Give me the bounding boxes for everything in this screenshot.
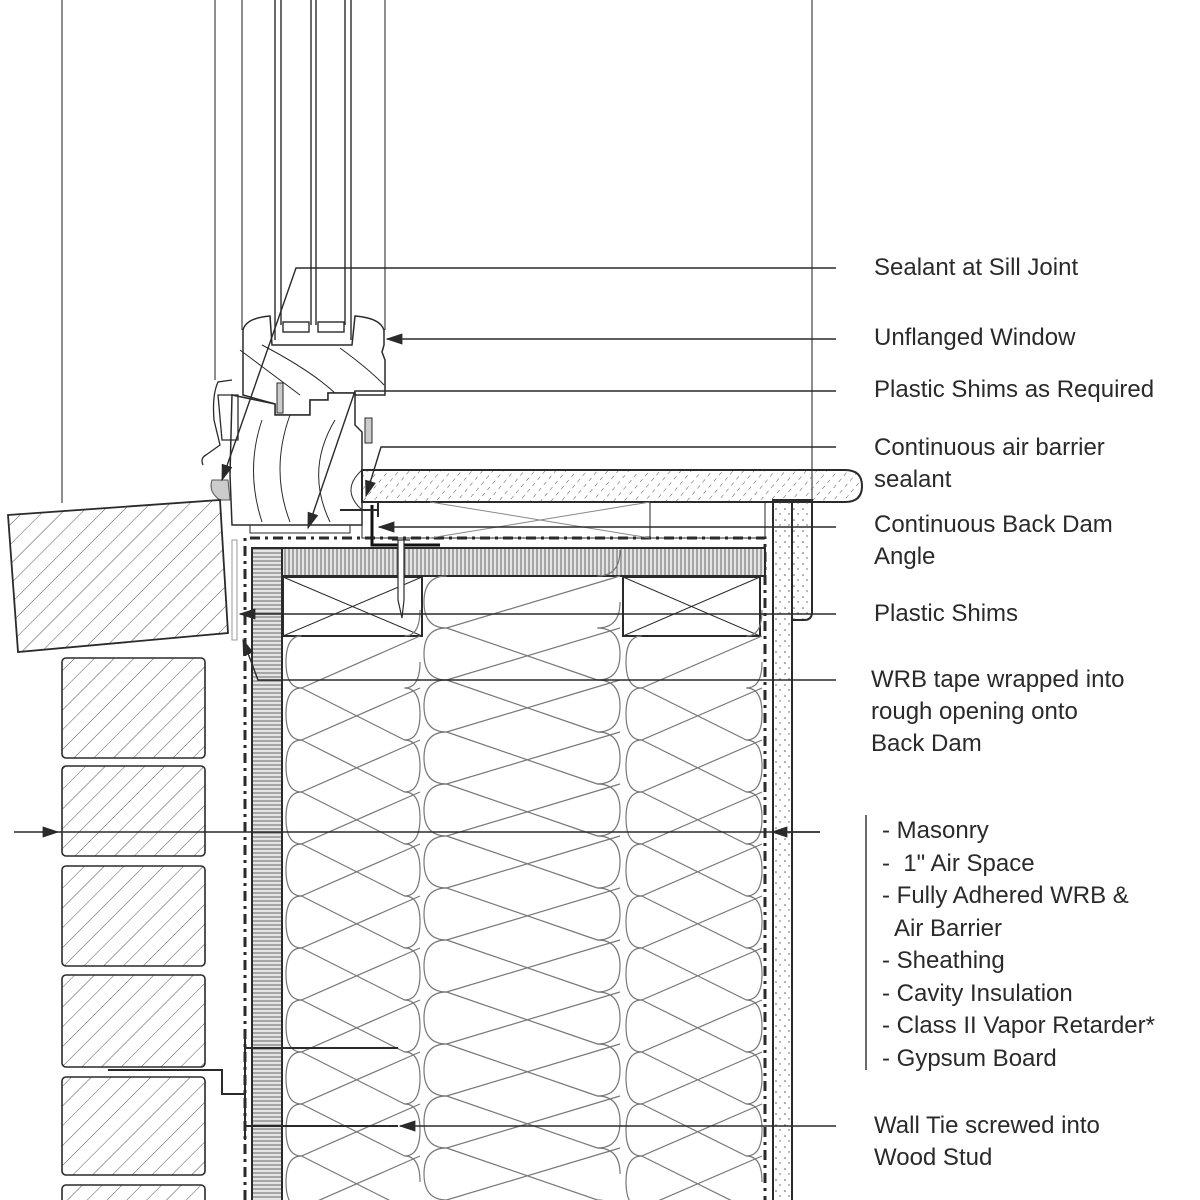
insulation-loop bbox=[424, 758, 620, 888]
insulation-loop bbox=[424, 602, 620, 732]
insulation-loop bbox=[626, 1130, 762, 1200]
insulation-loop bbox=[424, 1070, 620, 1200]
blocking bbox=[283, 577, 760, 636]
insulation-loop bbox=[626, 974, 762, 1104]
insulation-loop bbox=[424, 1018, 620, 1148]
label-sealant-sill-joint: Sealant at Sill Joint bbox=[874, 254, 1079, 281]
assembly-item: - Cavity Insulation bbox=[882, 979, 1073, 1007]
label-line: Wall Tie screwed into bbox=[874, 1112, 1100, 1139]
insulation-loop bbox=[286, 870, 420, 1000]
label-line: sealant bbox=[874, 466, 952, 493]
assembly-item: - Masonry bbox=[882, 817, 989, 844]
insulation-loop bbox=[286, 818, 420, 948]
masonry-bricks bbox=[62, 658, 205, 1200]
insulation-loop bbox=[626, 1026, 762, 1156]
insulation-loop bbox=[286, 766, 420, 896]
insulation-loop bbox=[626, 1078, 762, 1200]
wall-assembly-list bbox=[882, 815, 1155, 1075]
cavity-insulation bbox=[286, 550, 762, 1200]
insulation-loop bbox=[626, 818, 762, 948]
label-line: Continuous Back Dam bbox=[874, 511, 1113, 538]
insulation-loop bbox=[424, 810, 620, 940]
unflanged-window-frame bbox=[202, 316, 385, 533]
insulation-loop bbox=[626, 714, 762, 844]
insulation-loop bbox=[626, 922, 762, 1052]
gypsum-board bbox=[773, 500, 792, 1200]
assembly-item: - 1" Air Space bbox=[882, 849, 1035, 877]
masonry-sill bbox=[8, 500, 228, 652]
label-unflanged-window: Unflanged Window bbox=[874, 324, 1076, 351]
insulation-loop bbox=[286, 610, 420, 740]
insulation-loop bbox=[286, 714, 420, 844]
insulation-loop bbox=[626, 766, 762, 896]
assembly-item: - Class II Vapor Retarder* bbox=[882, 1012, 1155, 1039]
insulation-loop bbox=[286, 1130, 420, 1200]
sill-plate bbox=[282, 548, 765, 576]
label-plastic-shims: Plastic Shims bbox=[874, 600, 1019, 627]
insulation-loop bbox=[424, 654, 620, 784]
label-plastic-shims-required: Plastic Shims as Required bbox=[874, 376, 1155, 403]
label-wall-tie bbox=[874, 1110, 1100, 1174]
insulation-loop bbox=[424, 966, 620, 1096]
insulation-loop bbox=[424, 914, 620, 1044]
assembly-item: - Sheathing bbox=[882, 947, 1005, 974]
label-line: Wood Stud bbox=[874, 1144, 993, 1171]
sill-sealant-bead bbox=[211, 480, 230, 500]
label-line: WRB tape wrapped into bbox=[871, 666, 1125, 693]
apron-trim bbox=[792, 500, 812, 620]
plastic-shim bbox=[232, 540, 237, 640]
assembly-item: - Gypsum Board bbox=[882, 1044, 1057, 1072]
insulation-loop bbox=[286, 662, 420, 792]
glazing bbox=[275, 0, 351, 340]
label-line: Angle bbox=[874, 543, 936, 570]
insulation-loop bbox=[626, 870, 762, 1000]
sheathing bbox=[252, 548, 282, 1200]
label-line: Continuous air barrier bbox=[874, 434, 1105, 461]
insulation-loop bbox=[286, 1026, 420, 1156]
label-air-barrier-sealant bbox=[874, 432, 1105, 496]
label-back-dam-angle bbox=[874, 509, 1113, 573]
assembly-item: - Fully Adhered WRB & bbox=[882, 882, 1129, 909]
insulation-loop bbox=[286, 974, 420, 1104]
insulation-loop bbox=[286, 922, 420, 1052]
assembly-item: Air Barrier bbox=[882, 914, 1003, 942]
insulation-loop bbox=[424, 1122, 620, 1200]
label-line: Back Dam bbox=[871, 730, 982, 757]
insulation-loop bbox=[626, 662, 762, 792]
insulation-loop bbox=[424, 862, 620, 992]
insulation-loop bbox=[626, 610, 762, 740]
label-line: rough opening onto bbox=[871, 698, 1078, 725]
casing-lines bbox=[62, 0, 812, 503]
insulation-loop bbox=[286, 1078, 420, 1200]
label-wrb-tape bbox=[871, 664, 1124, 760]
wrb-air-barrier bbox=[245, 538, 765, 1200]
insulation-loop bbox=[424, 706, 620, 836]
